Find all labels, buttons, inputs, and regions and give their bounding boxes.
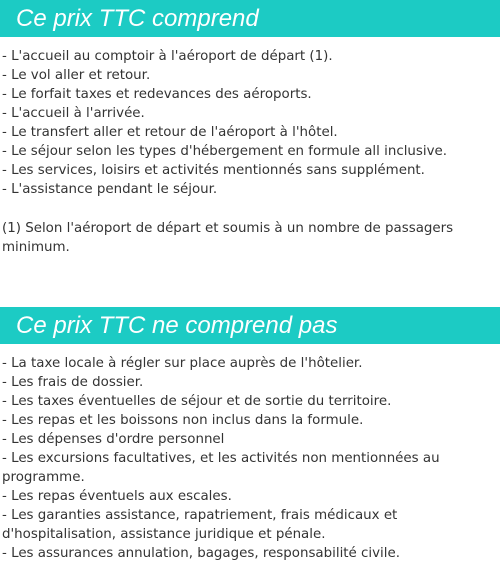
excluded-list xyxy=(2,354,496,563)
list-item: - L'assistance pendant le séjour. xyxy=(2,182,218,197)
footnote: (1) Selon l'aéroport de départ et soumis à un nombre de passagers minimum. xyxy=(2,221,454,255)
list-item: - Les frais de dossier. xyxy=(2,375,144,390)
list-item: - Le forfait taxes et redevances des aéroports. xyxy=(2,87,312,102)
list-item: - Les garanties assistance, rapatriement, frais médicaux et d'hospitalisation, assistance juridique et pénale. xyxy=(2,508,398,542)
list-item: - Les assurances annulation, bagages, responsabilité civile. xyxy=(2,546,400,561)
list-item: - Les repas éventuels aux escales. xyxy=(2,489,232,504)
list-item: - Les dépenses d'ordre personnel xyxy=(2,432,225,447)
list-item: - Les services, loisirs et activités mentionnés sans supplément. xyxy=(2,163,425,178)
list-item: - Le vol aller et retour. xyxy=(2,68,151,83)
list-item: - Le transfert aller et retour de l'aéroport à l'hôtel. xyxy=(2,125,338,140)
list-item: - Le séjour selon les types d'hébergement en formule all inclusive. xyxy=(2,144,448,159)
list-item: - La taxe locale à régler sur place auprès de l'hôtelier. xyxy=(2,356,363,371)
list-item: - L'accueil au comptoir à l'aéroport de départ (1). xyxy=(2,49,333,64)
list-item: - Les taxes éventuelles de séjour et de sortie du territoire. xyxy=(2,394,392,409)
list-item: - L'accueil à l'arrivée. xyxy=(2,106,145,121)
included-section-title: Ce prix TTC comprend xyxy=(0,0,500,37)
list-item: - Les excursions facultatives, et les activités non mentionnées au programme. xyxy=(2,451,440,485)
included-list xyxy=(2,47,496,199)
list-item: - Les repas et les boissons non inclus dans la formule. xyxy=(2,413,364,428)
excluded-section-title: Ce prix TTC ne comprend pas xyxy=(0,307,500,344)
